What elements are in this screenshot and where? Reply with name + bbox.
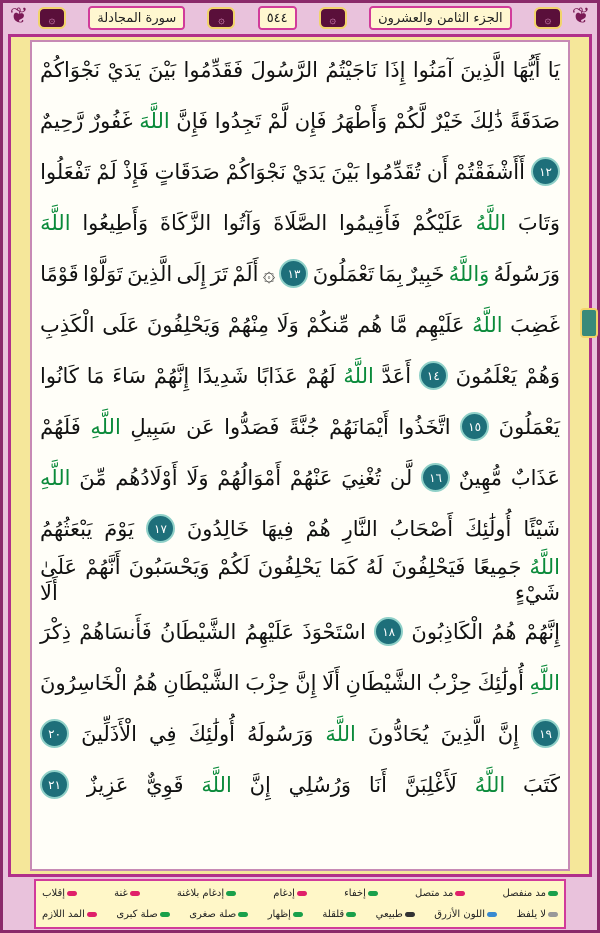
text-line <box>40 299 560 350</box>
text-line <box>40 401 560 452</box>
word: شَيْئًا <box>523 516 560 541</box>
legend-swatch-icon <box>293 912 303 917</box>
word: تُقَدِّمُوا <box>365 159 421 184</box>
word: وَأَطْهَرُ <box>333 108 388 133</box>
word: فَأَقِيمُوا <box>339 210 401 235</box>
word: لَكُمْ <box>217 555 250 579</box>
word: يُحَادُّونَ <box>367 721 429 746</box>
word: وَأَطِيعُوا <box>82 210 149 235</box>
word: وَرَسُولَهُ <box>493 261 560 286</box>
word: اللَّهَ <box>40 210 71 235</box>
word: فَلَهُمْ <box>40 414 81 439</box>
word: الَّذِينَ <box>460 57 506 82</box>
legend-swatch-icon <box>87 912 97 917</box>
word: وَلَا <box>186 465 209 490</box>
word: لَّن <box>389 465 413 490</box>
word: عَلَى <box>102 312 140 337</box>
ornament-icon: ۞ <box>207 7 235 29</box>
legend-swatch-icon <box>238 912 248 917</box>
word: اسْتَحْوَذَ <box>302 619 366 644</box>
word: لَهُمْ <box>305 363 336 388</box>
legend-swatch-icon <box>67 891 77 896</box>
word: الصَّلَاةَ <box>273 210 328 235</box>
legend-swatch-icon <box>405 912 415 917</box>
word: قَوِيٌّ <box>146 772 184 797</box>
text-line <box>40 197 560 248</box>
legend-swatch-icon <box>548 912 558 917</box>
legend-label: المد اللازم <box>42 908 85 920</box>
word: يَوْمَ <box>104 516 134 541</box>
word: وَرَسُولَهُ <box>247 721 314 746</box>
word: اللَّهَ <box>201 772 232 797</box>
ayah-number-marker: ١٢ <box>531 157 560 186</box>
legend-label: إخفاء <box>344 887 366 899</box>
legend-label: قلقلة <box>322 908 345 920</box>
word: لَّكُمْ <box>393 108 426 133</box>
word: وَيَحْسَبُونَ <box>128 555 210 579</box>
word: الشَّيْطَانُ <box>160 619 237 644</box>
word: أَعَدَّ <box>381 363 412 388</box>
word: إِذَا <box>384 57 406 82</box>
word: أَلَا <box>322 670 340 695</box>
word: هُمْ <box>305 516 331 541</box>
legend-item <box>322 908 356 922</box>
word: خَبِيرٌ <box>407 261 445 286</box>
word: أَمْوَالُهُمْ <box>217 465 282 490</box>
word: فَإِنَّ <box>176 108 209 133</box>
legend-swatch-icon <box>297 891 307 896</box>
word: يَدَيْ <box>107 57 141 82</box>
word: تَجِدُوا <box>214 108 262 133</box>
word: وَرُسُلِي <box>288 772 352 797</box>
ayah-number-marker: ١٩ <box>531 719 560 748</box>
legend-label: صلة صغرى <box>189 908 237 920</box>
word: تُغْنِيَ <box>341 465 382 490</box>
word: بَيْنَ <box>148 57 177 82</box>
word: أَن <box>426 159 449 184</box>
legend-label: إظهار <box>267 908 291 920</box>
word: مَا <box>86 363 105 388</box>
word: أُولَٰئِكَ <box>464 516 512 541</box>
word: رَّحِيمٌ <box>40 108 84 133</box>
legend-item <box>273 887 307 901</box>
legend-label: غنة <box>114 887 128 899</box>
quran-text <box>30 40 570 871</box>
word: النَّارِ <box>342 516 378 541</box>
word: وَهُمْ <box>524 363 560 388</box>
tajweed-legend <box>34 879 566 929</box>
word: فَصَدُّوا <box>224 414 280 439</box>
word: يَعْلَمُونَ <box>455 363 517 388</box>
word: يَا <box>547 57 560 82</box>
word: غَضِبَ <box>510 312 560 337</box>
legend-item <box>116 908 169 922</box>
text-line <box>40 44 560 95</box>
text-line <box>40 708 560 759</box>
word: أَوْلَادُهُم <box>115 465 178 490</box>
legend-label: طبيعي <box>375 908 403 920</box>
corner-ornament-icon: ❦ <box>571 4 591 29</box>
ayah-number-marker: ١٤ <box>419 361 448 390</box>
word: الْأَذَلِّينَ <box>81 721 137 746</box>
word: الزَّكَاةَ <box>159 210 212 235</box>
word: عَلَيْهِمُ <box>244 619 295 644</box>
word: أُولَٰئِكَ <box>477 670 524 695</box>
word: عَن <box>186 414 215 439</box>
word: مِّنكُمْ <box>306 312 350 337</box>
word: اللَّهَ <box>139 108 170 133</box>
word: آمَنُوا <box>412 57 453 82</box>
word: يَعْمَلُونَ <box>498 414 560 439</box>
word: يَبْعَثُهُمُ <box>40 516 93 541</box>
word: صَدَقَةً <box>509 108 560 133</box>
word: خَيْرٌ <box>432 108 464 133</box>
word: الْكَذِبِ <box>40 312 95 337</box>
word: أَنَا <box>368 772 387 797</box>
word: مِّنَ <box>79 465 107 490</box>
legend-swatch-icon <box>226 891 236 896</box>
legend-item <box>177 887 236 901</box>
word: مَّا <box>389 312 408 337</box>
legend-swatch-icon <box>130 891 140 896</box>
word: أَيُّهَا <box>512 57 541 82</box>
legend-item <box>516 908 558 922</box>
word: أَأَشْفَقْتُمْ <box>454 159 525 184</box>
text-line <box>40 452 560 503</box>
ayah-number-marker: ١٦ <box>421 463 450 492</box>
word: أَيْمَانَهُمْ <box>329 414 389 439</box>
legend-item <box>189 908 248 922</box>
legend-swatch-icon <box>368 891 378 896</box>
word: لَمْ <box>96 159 117 184</box>
word: كَتَبَ <box>523 772 560 797</box>
word: تَفْعَلُوا <box>40 159 91 184</box>
word: إِنَّ <box>497 721 519 746</box>
ayah-number-marker: ١٧ <box>146 514 175 543</box>
legend-item <box>42 887 77 901</box>
word: أَصْحَابُ <box>389 516 454 541</box>
word: أَنَّهُمْ <box>85 555 121 579</box>
word: وَآتُوا <box>222 210 262 235</box>
legend-item <box>114 887 140 901</box>
word: شَيْءٍ <box>515 581 560 605</box>
corner-ornament-icon: ❦ <box>9 4 29 29</box>
hizb-marker-icon <box>580 308 598 338</box>
legend-label: اللون الأزرق <box>434 908 486 920</box>
word: تَعْمَلُونَ <box>312 261 375 286</box>
word: تَوَلَّوْا <box>83 261 123 286</box>
word: إِنَّ <box>295 670 317 695</box>
word: الشَّيْطَانِ <box>345 670 422 695</box>
ornament-icon: ۞ <box>534 7 562 29</box>
word: كَمَا <box>329 555 358 579</box>
ornament-icon: ۞ <box>38 7 66 29</box>
legend-item <box>415 887 465 901</box>
word: إِنَّهُمْ <box>524 619 560 644</box>
word: يَدَيْ <box>291 159 326 184</box>
word: عَلَىٰ <box>40 555 78 579</box>
text-line <box>40 350 560 401</box>
word: حِزْبُ <box>427 670 472 695</box>
word: جُنَّةً <box>288 414 320 439</box>
word: اللَّهُ <box>472 312 503 337</box>
legend-item <box>344 887 378 901</box>
word: فَيَحْلِفُونَ <box>391 555 466 579</box>
text-line <box>40 606 560 657</box>
word: مُّهِينٌ <box>458 465 503 490</box>
word: يَحْلِفُونَ <box>257 555 321 579</box>
word: إِنَّهُمْ <box>153 363 190 388</box>
word: فِيهَا <box>261 516 294 541</box>
word: هُمُ <box>491 619 517 644</box>
word: وَاللَّهُ <box>448 261 490 286</box>
word: نَجْوَاكُمْ <box>225 159 286 184</box>
word: فِي <box>149 721 177 746</box>
ayah-number-marker: ١٣ <box>279 259 308 288</box>
legend-item <box>503 887 558 901</box>
word: هُم <box>357 312 383 337</box>
legend-label: إقلاب <box>42 887 66 899</box>
word: شَدِيدًا <box>197 363 249 388</box>
ayah-number-marker: ١٥ <box>460 412 489 441</box>
legend-swatch-icon <box>346 912 356 917</box>
word: لَّمْ <box>267 108 289 133</box>
word: غَفُورٌ <box>90 108 133 133</box>
word: اتَّخَذُوا <box>398 414 451 439</box>
word: ذِكْرَ <box>40 619 72 644</box>
word: نَجْوَاكُمْ <box>40 57 101 82</box>
legend-label: إدغام <box>273 887 295 899</box>
word: سَبِيلِ <box>130 414 177 439</box>
word: اللَّهُ <box>475 210 507 235</box>
word: فَإِن <box>294 108 327 133</box>
word: اللَّهُ <box>343 363 374 388</box>
word: مِنْهُمْ <box>227 312 270 337</box>
word: كَانُوا <box>40 363 79 388</box>
word: فَأَنسَاهُمْ <box>79 619 152 644</box>
word: اللَّهِ <box>529 670 560 695</box>
word: خَالِدُونَ <box>186 516 250 541</box>
text-line <box>40 503 560 554</box>
legend-label: صلة كبرى <box>116 908 158 920</box>
legend-row <box>42 908 558 922</box>
word: بِمَا <box>378 261 403 286</box>
word: هُمُ <box>132 670 158 695</box>
word: جَمِيعًا <box>473 555 522 579</box>
legend-label: مد متصل <box>415 887 454 899</box>
text-line <box>40 146 560 197</box>
text-line <box>40 554 560 606</box>
text-line <box>40 248 560 299</box>
word: عَلَيْهِم <box>415 312 465 337</box>
surah-name: سورة المجادلة <box>88 6 185 30</box>
word: الَّذِينَ <box>127 261 173 286</box>
word: عَنْهُمْ <box>289 465 333 490</box>
word: عَزِيزٌ <box>86 772 129 797</box>
word: أُولَٰئِكَ <box>188 721 235 746</box>
word: لَهُ <box>365 555 384 579</box>
word: الرَّسُولَ <box>250 57 318 82</box>
word: نَاجَيْتُمُ <box>325 57 378 82</box>
legend-swatch-icon <box>160 912 170 917</box>
word: إِنَّ <box>249 772 271 797</box>
legend-item <box>42 908 97 922</box>
word: حِزْبَ <box>245 670 290 695</box>
word: قَوْمًا <box>40 261 79 286</box>
word: صَدَقَاتٍ <box>154 159 220 184</box>
word: اللَّهَ <box>325 721 356 746</box>
word: ۞ <box>262 261 276 286</box>
ayah-number-marker: ٢١ <box>40 770 69 799</box>
word: فَقَدِّمُوا <box>183 57 244 82</box>
word: الشَّيْطَانِ <box>163 670 240 695</box>
word: اللَّهُ <box>474 772 506 797</box>
word: عَلَيْكُمْ <box>412 210 464 235</box>
word: اللَّهُ <box>529 555 560 579</box>
page-number: ٥٤٤ <box>258 6 297 30</box>
word: لَأَغْلِبَنَّ <box>404 772 457 797</box>
word: فَإِذْ <box>122 159 149 184</box>
legend-label: مد منفصل <box>502 887 546 899</box>
page-header <box>38 3 562 33</box>
word: وَلَا <box>276 312 299 337</box>
ornament-icon: ۞ <box>319 7 347 29</box>
word: أَلَمْ <box>232 261 259 286</box>
word: الَّذِينَ <box>440 721 486 746</box>
word: الْخَاسِرُونَ <box>40 670 127 695</box>
legend-item <box>268 908 303 922</box>
word: اللَّهِ <box>40 465 71 490</box>
word: أَلَا <box>40 581 58 605</box>
legend-swatch-icon <box>455 891 465 896</box>
word: تَرَ <box>210 261 228 286</box>
word: ذَٰلِكَ <box>469 108 504 133</box>
word: الْكَاذِبُونَ <box>411 619 484 644</box>
legend-swatch-icon <box>487 912 497 917</box>
juz-name: الجزء الثامن والعشرون <box>369 6 512 30</box>
word: وَيَحْلِفُونَ <box>146 312 221 337</box>
word: اللَّهِ <box>90 414 121 439</box>
text-line <box>40 759 560 810</box>
ayah-number-marker: ٢٠ <box>40 719 69 748</box>
word: وَتَابَ <box>517 210 560 235</box>
word: بَيْنَ <box>331 159 360 184</box>
legend-row <box>42 887 558 901</box>
word: عَذَابٌ <box>510 465 560 490</box>
legend-label: لا يلفظ <box>516 908 546 920</box>
legend-swatch-icon <box>548 891 558 896</box>
word: سَاءَ <box>112 363 147 388</box>
word: عَذَابًا <box>256 363 298 388</box>
text-line <box>40 657 560 708</box>
text-line <box>40 95 560 146</box>
legend-item <box>376 908 415 922</box>
legend-label: إدغام بلاغنة <box>176 887 225 899</box>
ayah-number-marker: ١٨ <box>374 617 403 646</box>
legend-item <box>434 908 497 922</box>
word: إِلَى <box>176 261 207 286</box>
